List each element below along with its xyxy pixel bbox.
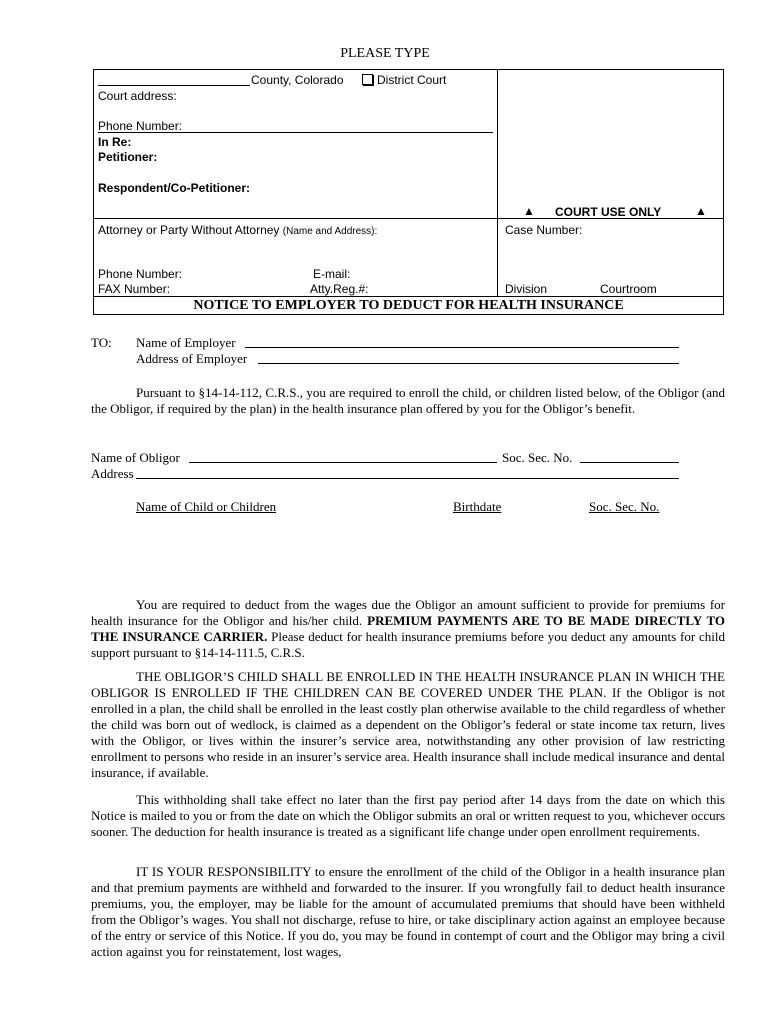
- enrollment-paragraph: THE OBLIGOR’S CHILD SHALL BE ENROLLED IN THE HEALTH INSURANCE PLAN IN WHICH THE OBLIGOR IS ENROLLED IF THE CHILDREN CAN BE COVERED UNDER THE PLAN. If the Obligor is not enrolled in a plan, the child shall be enrolled in the least costly plan otherwise available to the child regardless of whether the child was born out of wedlock, is claimed as a dependent on the Obligor’s federal or state income tax return, lives with the Obligor, or lives within the insurer’s service area, notwithstanding any other provision of law restricting enrollment to persons who reside in an insurer’s service area. Health insurance shall include medical insurance and dental insurance, if available.: [91, 669, 725, 780]
- withholding-paragraph: This withholding shall take effect no later than the first pay period after 14 days from the date on which this Notice is mailed to you or from the date on which the Obligor submits an oral or written request to you, whichever occurs sooner. The deduction for health insurance is treated as a significant life change under open enrollment requirements.: [91, 792, 725, 839]
- title-divider: [93, 296, 724, 297]
- obligor-name-line[interactable]: [189, 462, 497, 463]
- district-court-label: District Court: [377, 73, 447, 87]
- court-use-only-label: COURT USE ONLY: [555, 205, 662, 219]
- obligor-ssn-line[interactable]: [580, 462, 679, 463]
- responsibility-paragraph: IT IS YOUR RESPONSIBILITY to ensure the enrollment of the child of the Obligor in a health insurance plan and that premium payments are withheld and forwarded to the insurer. If you wrongfully fail to deduct health insurance premiums, you, the employer, may be liable for the amount of accumulated premiums that should have been withheld from the Obligor’s wages. You shall not discharge, refuse to hire, or take disciplinary action against an employee because of the entry or service of this Notice. If you do, you may be found in contempt of court and the Obligor may bring a civil action against you for reinstatement, lost wages,: [91, 864, 725, 959]
- courtroom-label: Courtroom: [600, 282, 657, 296]
- court-address-label: Court address:: [98, 89, 177, 103]
- children-birthdate-header: Birthdate: [453, 499, 502, 514]
- employer-name-label: Name of Employer: [136, 335, 236, 350]
- attorney-note: (Name and Address):: [282, 226, 378, 237]
- to-label: TO:: [91, 335, 112, 350]
- obligor-address-line[interactable]: [136, 478, 679, 479]
- in-re-label: In Re:: [98, 135, 132, 149]
- county-input-line[interactable]: [98, 85, 250, 86]
- district-court-checkbox[interactable]: [362, 74, 373, 85]
- fax-number-label: FAX Number:: [98, 282, 171, 296]
- case-number-label: Case Number:: [505, 223, 583, 237]
- obligor-name-label: Name of Obligor: [91, 450, 180, 465]
- phone-number-line[interactable]: [98, 132, 493, 133]
- phone-number-label: Phone Number:: [98, 119, 183, 133]
- arrow-up-right-icon: ▲: [695, 204, 707, 218]
- employer-address-label: Address of Employer: [136, 351, 248, 366]
- premium-payments-notice: PREMIUM PAYMENTS ARE TO BE MADE DIRECTLY TO THE INSURANCE CARRIER.: [91, 613, 726, 644]
- attorney-label-row: [98, 223, 377, 239]
- email-label: E-mail:: [313, 267, 351, 281]
- arrow-up-left-icon: ▲: [523, 204, 535, 218]
- notice-title: NOTICE TO EMPLOYER TO DEDUCT FOR HEALTH INSURANCE: [193, 298, 624, 313]
- district-court-option[interactable]: [362, 73, 446, 87]
- children-ssn-header: Soc. Sec. No.: [589, 499, 660, 514]
- intro-paragraph: Pursuant to §14-14-112, C.R.S., you are required to enroll the child, or children listed below, of the Obligor (and the Obligor, if required by the plan) in the health insurance plan offered by you for the Obligor’s benefit.: [91, 385, 725, 416]
- county-label: County, Colorado: [251, 73, 344, 87]
- please-type-heading: PLEASE TYPE: [340, 46, 430, 61]
- obligor-address-label: Address: [91, 466, 134, 481]
- petitioner-label: Petitioner:: [98, 150, 158, 164]
- obligor-ssn-label: Soc. Sec. No.: [502, 450, 573, 465]
- attorney-phone-label: Phone Number:: [98, 267, 183, 281]
- children-name-header: Name of Child or Children: [136, 499, 277, 514]
- division-label: Division: [505, 282, 548, 296]
- employer-name-line[interactable]: [245, 347, 679, 348]
- respondent-label: Respondent/Co-Petitioner:: [98, 181, 250, 195]
- attorney-label: Attorney or Party Without Attorney: [98, 223, 280, 237]
- atty-reg-label: Atty.Reg.#:: [310, 282, 369, 296]
- employer-address-line[interactable]: [258, 363, 679, 364]
- caption-divider-vertical: [497, 69, 498, 297]
- premium-paragraph: You are required to deduct from the wages due the Obligor an amount sufficient to provide for premiums for health insurance for the Obligor and his/her child. PREMIUM PAYMENTS ARE TO BE MADE DIRECTLY TO THE INSURANCE CARRIER. Please deduct for health insurance premiums before you deduct any amounts for child support pursuant to §14-14-111.5, C.R.S.: [91, 597, 726, 660]
